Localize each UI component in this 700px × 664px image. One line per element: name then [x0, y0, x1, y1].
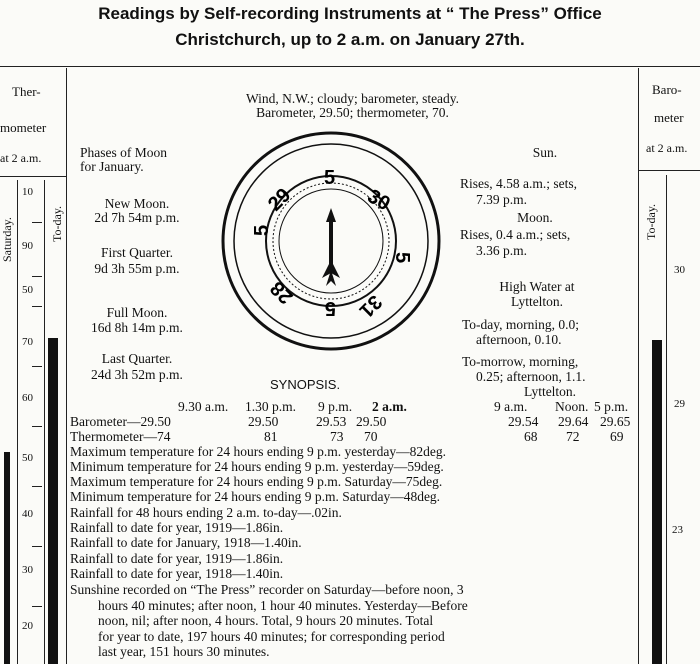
syn-line-1: Maximum temperature for 24 hours ending 9 p.m. yesterday—82deg. — [70, 444, 447, 459]
sunshine-line-3: noon, nil; after noon, 4 hours. Total, 9 hours 20 minutes. Total — [98, 613, 434, 628]
weather-line2: Barometer, 29.50; thermometer, 70. — [256, 105, 449, 120]
thermo-title-rule — [0, 176, 66, 177]
baro-scale-30: 30 — [674, 264, 685, 276]
syn-baro-3: 29.50 — [356, 414, 387, 429]
syn-time-2: 1.30 p.m. — [245, 399, 297, 414]
baro-today-label: To-day. — [644, 203, 658, 240]
syn-baro-2: 29.53 — [316, 414, 347, 429]
syn-thermo-label: Thermometer—74 — [70, 429, 171, 444]
syn-baro-1: 29.50 — [248, 414, 279, 429]
ly-time-9am: 9 a.m. — [494, 399, 528, 414]
moon-rises-2: 3.36 p.m. — [476, 243, 528, 258]
moon-phase-time-2: 9d 3h 55m p.m. — [94, 261, 180, 276]
sunshine-line-4: for year to date, 197 hours 40 minutes; for corresponding period — [98, 629, 445, 644]
dial-num-28: 28 — [266, 276, 298, 309]
syn-line-9: Rainfall to date for year, 1918—1.40in. — [70, 566, 284, 581]
hw-tomorrow-1: To-morrow, morning, — [462, 354, 579, 369]
ly-time-noon: Noon. — [555, 399, 589, 414]
thermo-scale-right-rule — [44, 180, 45, 664]
syn-thermo-2: 73 — [330, 429, 344, 444]
weather-line1: Wind, N.W.; cloudy; barometer, steady. — [245, 91, 460, 106]
thermo-scale-50: 50 — [22, 284, 33, 296]
ly-time-5pm: 5 p.m. — [594, 399, 629, 414]
moon-subtitle: Moon. — [517, 210, 553, 225]
ly-baro-1: 29.54 — [508, 414, 539, 429]
thermo-scale-10: 10 — [22, 186, 33, 198]
moon-phase-name-3: Full Moon. — [106, 305, 168, 320]
ly-thermo-3: 69 — [610, 429, 624, 444]
thermo-scale-60: 60 — [22, 392, 33, 404]
high-water-1: High Water at — [499, 279, 575, 294]
baro-scale-23: 23 — [672, 524, 683, 536]
syn-line-4: Minimum temperature for 24 hours ending 9 p.m. Saturday—48deg. — [70, 489, 441, 504]
syn-line-2: Minimum temperature for 24 hours ending 9 p.m. yesterday—59deg. — [70, 459, 444, 474]
baro-title-3: at 2 a.m. — [646, 141, 688, 155]
moon-rises-1: Rises, 0.4 a.m.; sets, — [460, 227, 571, 242]
baro-title-2: meter — [654, 110, 684, 125]
thermo-scale-40: 40 — [22, 508, 33, 520]
dial-num-right: 5 — [391, 252, 413, 264]
thermo-scale-90: 90 — [22, 240, 33, 252]
left-column-rule — [66, 68, 67, 664]
hw-today-2: afternoon, 0.10. — [476, 332, 562, 347]
sunshine-line-1: Sunshine recorded on “The Press” recorder on Saturday—before noon, 3 — [70, 582, 464, 597]
thermo-scale-30: 30 — [22, 564, 33, 576]
syn-line-3: Maximum temperature for 24 hours ending 9 p.m. Saturday—75deg. — [70, 474, 443, 489]
syn-line-6: Rainfall to date for year, 1919—1.86in. — [70, 520, 284, 535]
sunshine-line-5: last year, 151 hours 30 minutes. — [98, 644, 270, 659]
hw-today-1: To-day, morning, 0.0; — [462, 317, 580, 332]
moon-phase-name-2: First Quarter. — [101, 245, 173, 260]
baro-title-rule — [638, 170, 700, 171]
sun-title: Sun. — [532, 145, 558, 160]
baro-scale-rule — [666, 175, 667, 664]
syn-baro-label: Barometer—29.50 — [70, 414, 171, 429]
ly-thermo-1: 68 — [524, 429, 538, 444]
syn-line-8: Rainfall to date for year, 1919—1.86in. — [70, 551, 284, 566]
hw-tomorrow-2: 0.25; afternoon, 1.1. — [476, 369, 586, 384]
syn-time-4: 2 a.m. — [372, 399, 407, 414]
baro-today-bar — [652, 340, 662, 664]
syn-thermo-3: 70 — [364, 429, 378, 444]
thermo-scale-70: 70 — [22, 336, 33, 348]
lyttelton-label: Lyttelton. — [523, 384, 577, 399]
ly-baro-2: 29.64 — [558, 414, 589, 429]
syn-time-3: 9 p.m. — [318, 399, 353, 414]
thermo-title-3: at 2 a.m. — [0, 151, 42, 165]
dial-num-29: 29 — [263, 184, 296, 216]
thermo-today-label: To-day. — [50, 205, 64, 242]
thermo-title-2: mometer — [0, 120, 47, 135]
dial-num-left: 5 — [251, 224, 273, 236]
ly-baro-3: 29.65 — [600, 414, 631, 429]
ly-thermo-2: 72 — [566, 429, 580, 444]
thermo-scale-20: 20 — [22, 620, 33, 632]
sunshine-line-2: hours 40 minutes; after noon, 1 hour 40 minutes. Yesterday—Before — [98, 598, 468, 613]
moon-phase-time-4: 24d 3h 52m p.m. — [91, 367, 183, 382]
thermo-scale-left-rule — [17, 180, 18, 664]
thermo-saturday-label: Saturday. — [0, 217, 14, 262]
thermo-scale-50b: 50 — [22, 452, 33, 464]
syn-line-7: Rainfall to date for January, 1918—1.40in. — [70, 535, 302, 550]
high-water-2: Lyttelton. — [510, 294, 564, 309]
page-title-line2: Christchurch, up to 2 a.m. on January 27th. — [175, 30, 525, 49]
syn-time-1: 9.30 a.m. — [178, 399, 229, 414]
barometer-dial — [218, 128, 444, 354]
dial-num-31: 31 — [354, 290, 387, 322]
syn-line-5: Rainfall for 48 hours ending 2 a.m. to-day—.02in. — [70, 505, 342, 520]
syn-thermo-1: 81 — [264, 429, 278, 444]
thermo-today-bar — [48, 338, 58, 664]
baro-title-1: Baro- — [652, 82, 682, 97]
sun-rises-1: Rises, 4.58 a.m.; sets, — [460, 176, 577, 191]
thermo-saturday-bar — [4, 452, 10, 664]
synopsis-title: SYNOPSIS. — [270, 377, 341, 392]
moon-phase-name-4: Last Quarter. — [101, 351, 173, 366]
baro-scale-29: 29 — [674, 398, 685, 410]
moon-phase-time-1: 2d 7h 54m p.m. — [94, 210, 180, 225]
dial-num-top: 5 — [324, 167, 336, 189]
top-rule — [0, 66, 700, 67]
dial-num-bottom: 5 — [324, 297, 336, 319]
right-column-rule — [638, 68, 639, 664]
moon-phase-time-3: 16d 8h 14m p.m. — [91, 320, 183, 335]
dial-num-30: 30 — [363, 185, 394, 216]
thermo-title-1: Ther- — [12, 84, 41, 99]
moon-phase-name-1: New Moon. — [104, 196, 170, 211]
dial-pointer-icon — [322, 208, 340, 286]
moon-title-2: for January. — [80, 159, 144, 174]
sun-rises-2: 7.39 p.m. — [476, 192, 528, 207]
moon-title-1: Phases of Moon — [80, 145, 167, 160]
page-title-line1: Readings by Self-recording Instruments at “ The Press” Office — [98, 4, 602, 23]
